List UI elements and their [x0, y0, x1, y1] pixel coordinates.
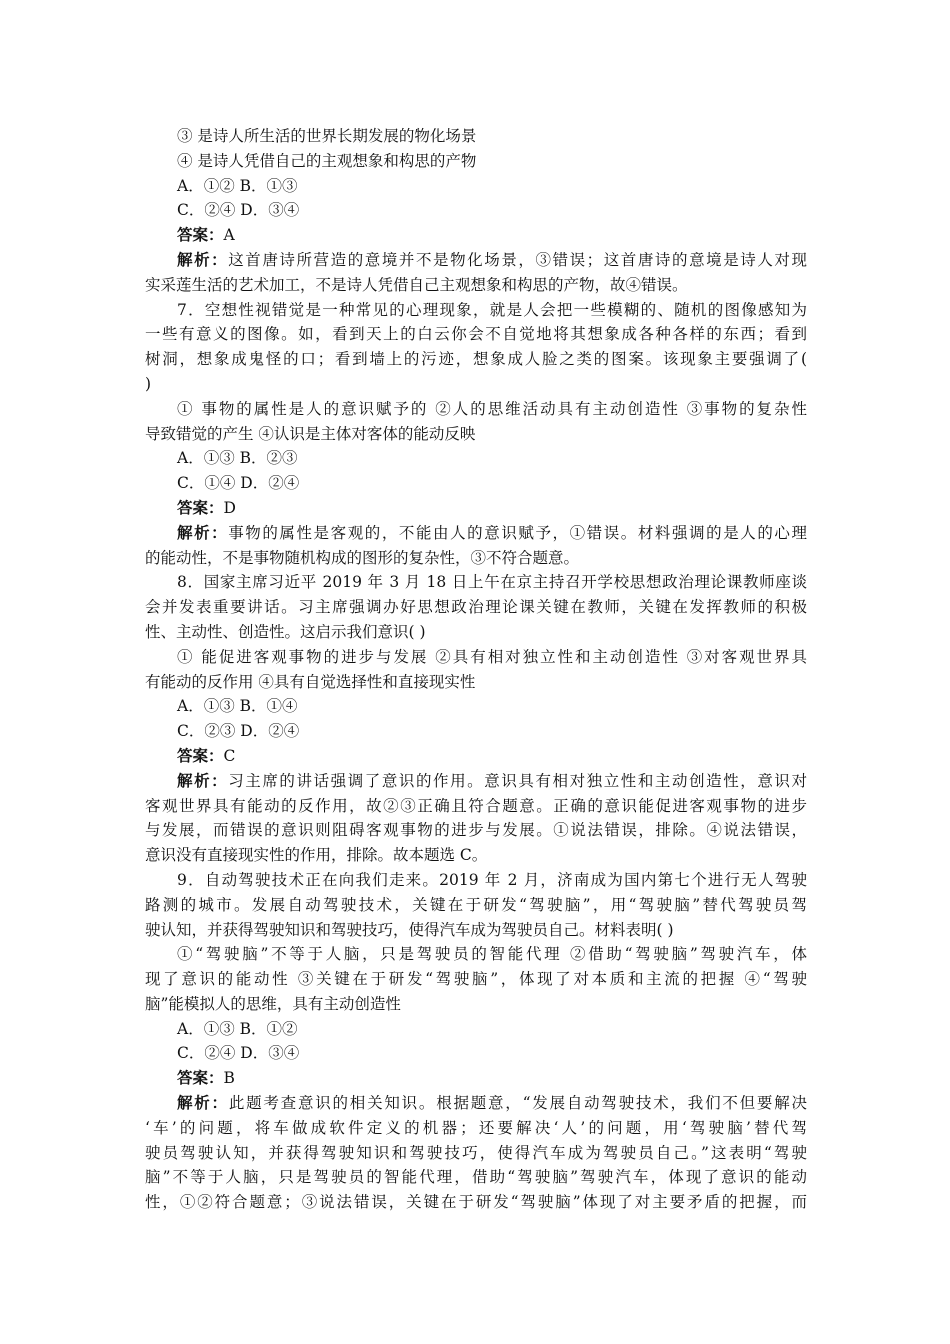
line-label: 解析：	[177, 770, 229, 790]
line-text: ① 事物的属性是人的意识赋予的 ②人的思维活动具有主动创造性 ③事物的复杂性	[177, 399, 807, 418]
line-text: 此题考查意识的相关知识。根据题意，“发展自动驾驶技术，我们不但要解决	[228, 1094, 807, 1113]
text-line	[145, 595, 807, 620]
line-text: 路测的城市。发展自动驾驶技术，关键在于研发“驾驶脑”，用“驾驶脑”替代驾驶员驾	[145, 895, 807, 914]
line-text: 性、主动性、创造性。这启示我们意识( )	[145, 622, 426, 641]
line-text: D	[223, 498, 236, 517]
line-label: 答案：	[177, 497, 224, 517]
line-label: 解析：	[177, 1093, 229, 1113]
text-line	[145, 397, 807, 422]
line-text: C．②③ D．②④	[177, 722, 300, 741]
text-line	[145, 570, 807, 595]
text-line	[145, 422, 807, 447]
text-line	[145, 794, 807, 819]
line-text: 驶认知，并获得驾驶知识和驾驶技巧，使得汽车成为驾驶员自己。材料表明( )	[145, 920, 674, 939]
line-text: 9．自动驾驶技术正在向我们走来。2019 年 2 月，济南成为国内第七个进行无人驾驶	[177, 870, 807, 889]
line-text: ③ 是诗人所生活的世界长期发展的物化场景	[177, 127, 477, 145]
line-text: 树洞，想象成鬼怪的口；看到墙上的污迹，想象成人脸之类的图案。该现象主要强调了(	[145, 350, 807, 369]
text-line	[145, 942, 807, 967]
document-body	[145, 124, 807, 1215]
text-line	[145, 198, 807, 223]
line-text: A．①② B．①③	[177, 176, 298, 195]
text-line	[145, 372, 807, 397]
text-line	[145, 446, 807, 471]
line-text: 8．国家主席习近平 2019 年 3 月 18 日上午在京主持召开学校思想政治理论课教师座谈	[177, 573, 807, 592]
line-text: C	[223, 746, 236, 765]
line-text: C．②④ D．③④	[177, 201, 300, 220]
line-text: 客观世界具有能动的反作用，故②③正确且符合题意。正确的意识能促进客观事物的进步	[145, 796, 807, 815]
text-line	[145, 1066, 807, 1091]
text-line	[145, 868, 807, 893]
text-line	[145, 769, 807, 794]
line-label: 解析：	[177, 249, 229, 269]
text-line	[145, 124, 807, 149]
line-text: A．①③ B．①④	[177, 697, 298, 716]
line-text: B	[223, 1069, 235, 1088]
line-text: A．①③ B．②③	[177, 449, 298, 468]
line-label: 答案：	[177, 745, 224, 765]
line-text: 意识没有直接现实性的作用，排除。故本题选 C。	[145, 846, 488, 865]
text-line	[145, 1091, 807, 1116]
text-line	[145, 347, 807, 372]
line-text: 习主席的讲话强调了意识的作用。意识具有相对独立性和主动创造性，意识对	[228, 771, 807, 790]
text-line	[145, 223, 807, 248]
text-line	[145, 322, 807, 347]
text-line	[145, 149, 807, 174]
text-line	[145, 521, 807, 546]
line-text: ① 能促进客观事物的进步与发展 ②具有相对独立性和主动创造性 ③对客观世界具	[177, 647, 807, 666]
text-line	[145, 248, 807, 273]
text-line	[145, 1017, 807, 1042]
text-line	[145, 546, 807, 571]
text-line	[145, 620, 807, 645]
line-text: 的能动性，不是事物随机构成的图形的复杂性，③不符合题意。	[145, 548, 580, 567]
line-text: ④ 是诗人凭借自己的主观想象和构思的产物	[177, 151, 477, 170]
text-line	[145, 298, 807, 323]
line-text: 与发展，而错误的意识则阻碍客观事物的进步与发展。①说法错误，排除。④说法错误，	[145, 821, 807, 840]
line-text: )	[145, 374, 152, 393]
text-line	[145, 645, 807, 670]
line-text: 导致错觉的产生 ④认识是主体对客体的能动反映	[145, 424, 476, 443]
text-line	[145, 918, 807, 943]
text-line	[145, 744, 807, 769]
line-text: ‘车’的问题，将车做成软件定义的机器；还要解决‘人’的问题，用‘驾驶脑’替代驾	[145, 1118, 807, 1137]
line-text: 实采莲生活的艺术加工，不是诗人凭借自己主观想象和构思的产物，故④错误。	[145, 275, 688, 294]
line-text: 这首唐诗所营造的意境并不是物化场景，③错误；这首唐诗的意境是诗人对现	[228, 250, 807, 269]
line-text: 性，①②符合题意；③说法错误，关键在于研发“驾驶脑”体现了对主要矛盾的把握，而	[145, 1193, 807, 1212]
text-line	[145, 719, 807, 744]
text-line	[145, 1165, 807, 1190]
text-line	[145, 843, 807, 868]
line-text: 一些有意义的图像。如，看到天上的白云你会不自觉地将其想象成各种各样的东西；看到	[145, 325, 807, 344]
line-label: 解析：	[177, 522, 229, 542]
line-text: 7．空想性视错觉是一种常见的心理现象，就是人会把一些模糊的、随机的图像感知为	[177, 300, 807, 319]
text-line	[145, 967, 807, 992]
line-text: 有能动的反作用 ④具有自觉选择性和直接现实性	[145, 672, 476, 691]
text-line	[145, 471, 807, 496]
text-line	[145, 694, 807, 719]
text-line	[145, 1041, 807, 1066]
text-line	[145, 818, 807, 843]
line-text: 现了意识的能动性 ③关键在于研发“驾驶脑”，体现了对本质和主流的把握 ④“驾驶	[145, 970, 807, 989]
line-label: 答案：	[177, 225, 224, 245]
text-line	[145, 174, 807, 199]
line-label: 答案：	[177, 1068, 224, 1088]
text-line	[145, 893, 807, 918]
text-line	[145, 992, 807, 1017]
line-text: C．①④ D．②④	[177, 474, 300, 493]
text-line	[145, 1190, 807, 1215]
line-text: A．①③ B．①②	[177, 1019, 298, 1038]
line-text: ①“驾驶脑”不等于人脑，只是驾驶员的智能代理 ②借助“驾驶脑”驾驶汽车，体	[177, 945, 807, 964]
text-line	[145, 273, 807, 298]
text-line	[145, 496, 807, 521]
text-line	[145, 670, 807, 695]
line-text: 事物的属性是客观的，不能由人的意识赋予，①错误。材料强调的是人的心理	[228, 523, 807, 542]
line-text: 会并发表重要讲话。习主席强调办好思想政治理论课关键在教师，关键在发挥教师的积极	[145, 598, 807, 617]
line-text: 驶员驾驶认知，并获得驾驶知识和驾驶技巧，使得汽车成为驾驶员自己。”这表明“驾驶	[145, 1143, 807, 1162]
text-line	[145, 1141, 807, 1166]
line-text: 脑”能模拟人的思维，具有主动创造性	[145, 994, 401, 1013]
line-text: C．②④ D．③④	[177, 1044, 300, 1063]
line-text: A	[223, 226, 235, 245]
text-line	[145, 1116, 807, 1141]
line-text: 脑”不等于人脑，只是驾驶员的智能代理，借助“驾驶脑”驾驶汽车，体现了意识的能动	[145, 1168, 807, 1187]
